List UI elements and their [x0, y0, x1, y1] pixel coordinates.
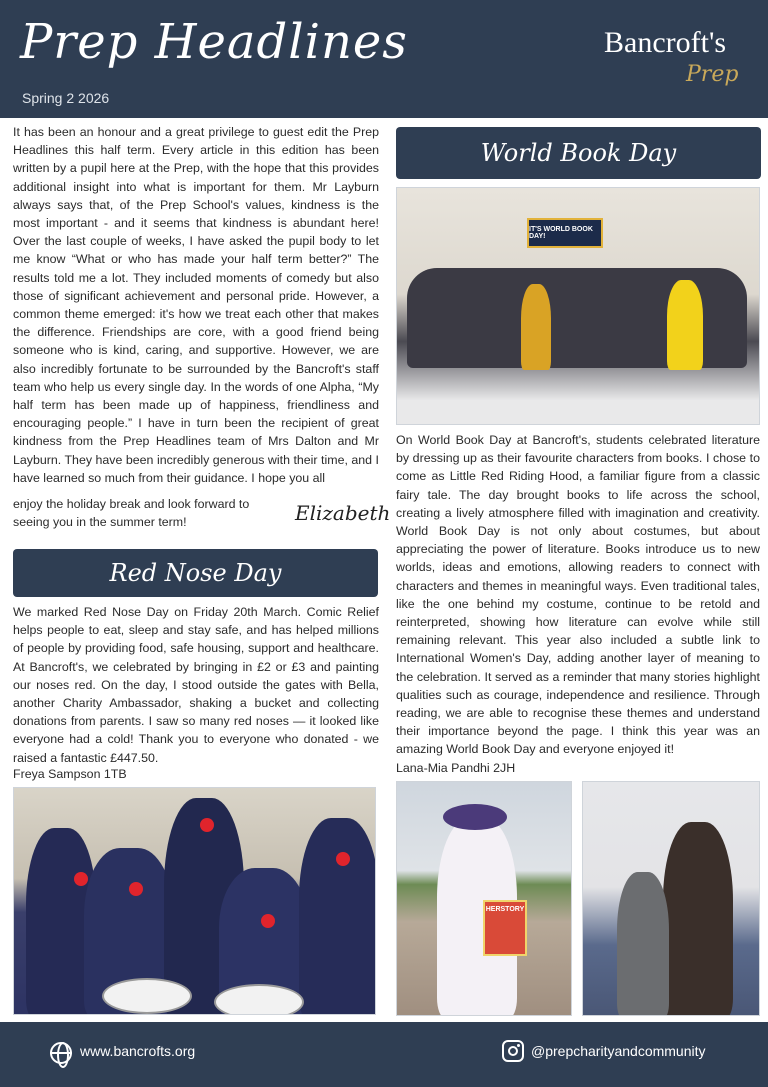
staff-figure [663, 822, 733, 1016]
masthead-title: Prep Headlines [20, 14, 408, 70]
costume-figure [667, 280, 703, 370]
editor-signoff [13, 495, 391, 543]
red-nose-day-heading: Red Nose Day [13, 549, 378, 597]
red-nose [200, 818, 214, 832]
instagram-icon [502, 1040, 524, 1062]
red-nose [129, 882, 143, 896]
costume-hat [443, 804, 507, 830]
red-nose-day-article: We marked Red Nose Day on Friday 20th March. Comic Relief helps people to eat, sleep and stay safe, and has helped millions of people by providing food, safe housing, support and healthcare. At Bancroft's, we celebrated by bringing in £2 or £3 and painting our noses red. On the day, I stood outside the gates with Bella, another Charity Ambassador, shaking a bucket and collecting donations from parents. I saw so many red noses — it looked like everyone had a cold! Thank you to everyone who donated - we raised a fantastic £447.50. [13, 605, 379, 765]
red-nose [74, 872, 88, 886]
world-book-day-display: IT'S WORLD BOOK DAY! [527, 218, 603, 248]
costume-figure [521, 284, 551, 370]
editor-closing: enjoy the holiday break and look forward to seeing you in the summer term! [13, 497, 250, 530]
world-book-day-article: On World Book Day at Bancroft's, students celebrated literature by dressing up as their favourite characters from books. I chose to come as Little Red Riding Hood, a familiar figure from a classic fairy tale. The day brought books to life across the school, creating a lively atmosphere filled with imagination and creativity. World Book Day is not only about costumes, but about appreciating the power of literature. Books introduce us to new worlds, ideas and emotions, allowing readers to connect with characters and themes in meaningful ways. Even traditional tales, like the one behind my costume, continue to be retold and reinterpreted, showing how literature can evolve while still remaining relevant. This year also included a subtle link to International Women's Day, adding another layer of meaning to the celebration. It served as a reminder that many stories highlight qualities such as courage, independence and resilience. Through reading, we are able to recognise these themes and understand their importance beyond the page. I think this year was an amazing World Book Day and everyone enjoyed it! [396, 433, 760, 757]
collection-bucket [102, 978, 192, 1014]
collection-bucket [214, 984, 304, 1015]
world-book-day-costume-photo [396, 781, 572, 1016]
globe-icon [50, 1042, 72, 1064]
header [0, 0, 768, 118]
world-book-day-class-photo [396, 187, 760, 425]
issue-label: Spring 2 2026 [22, 90, 110, 106]
website-link[interactable]: www.bancrofts.org [80, 1043, 196, 1059]
red-nose [261, 914, 275, 928]
red-nose [336, 852, 350, 866]
editor-signature: Elizabeth [295, 501, 391, 525]
editor-letter: It has been an honour and a great privilege to guest edit the Prep Headlines this half term. Every article in this edition has been written by a pupil here at the Prep, with the hope that this provides additional insight into what is important for them. Mr Layburn always says that, of the Prep School's values, kindness is the most important - and it seems that kindness is abundant here! Over the last couple of weeks, I have asked the pupil body to let me know “What or who has made your half term better?” The results told me a lot. They included moments of comedy but also those of significant achievement and personal pride. However, a common theme emerged: it's how we treat each other that makes the difference. Friendships are core, with a good friend being someone who is kind, caring, and supportive. However, we are also incredibly fortunate to be surrounded by the Bancroft's staff team who help us every single day. In the words of one Alpha, “My half term has been made up of happiness, friendliness and encouraging people.” I have in turn been the recipient of great kindness from the Prep Headlines team of Mrs Dalton and Mr Layburn. They have been incredibly generous with their time, and I have learned so much from their guidance. I hope you all [13, 125, 379, 485]
pupil-figure [299, 818, 376, 1015]
red-nose-day-byline: Freya Sampson 1TB [13, 767, 127, 781]
world-book-day-staff-photo [582, 781, 760, 1016]
red-nose-day-photo [13, 787, 376, 1015]
world-book-day-heading: World Book Day [396, 127, 761, 179]
instagram-handle-link[interactable]: @prepcharityandcommunity [531, 1043, 706, 1059]
school-logo-subtitle: Prep [686, 62, 739, 87]
world-book-day-byline: Lana-Mia Pandhi 2JH [396, 761, 516, 775]
school-logo-wordmark: Bancroft's [604, 26, 727, 59]
herstory-book: HERSTORY [483, 900, 527, 956]
costume-figure [617, 872, 669, 1016]
